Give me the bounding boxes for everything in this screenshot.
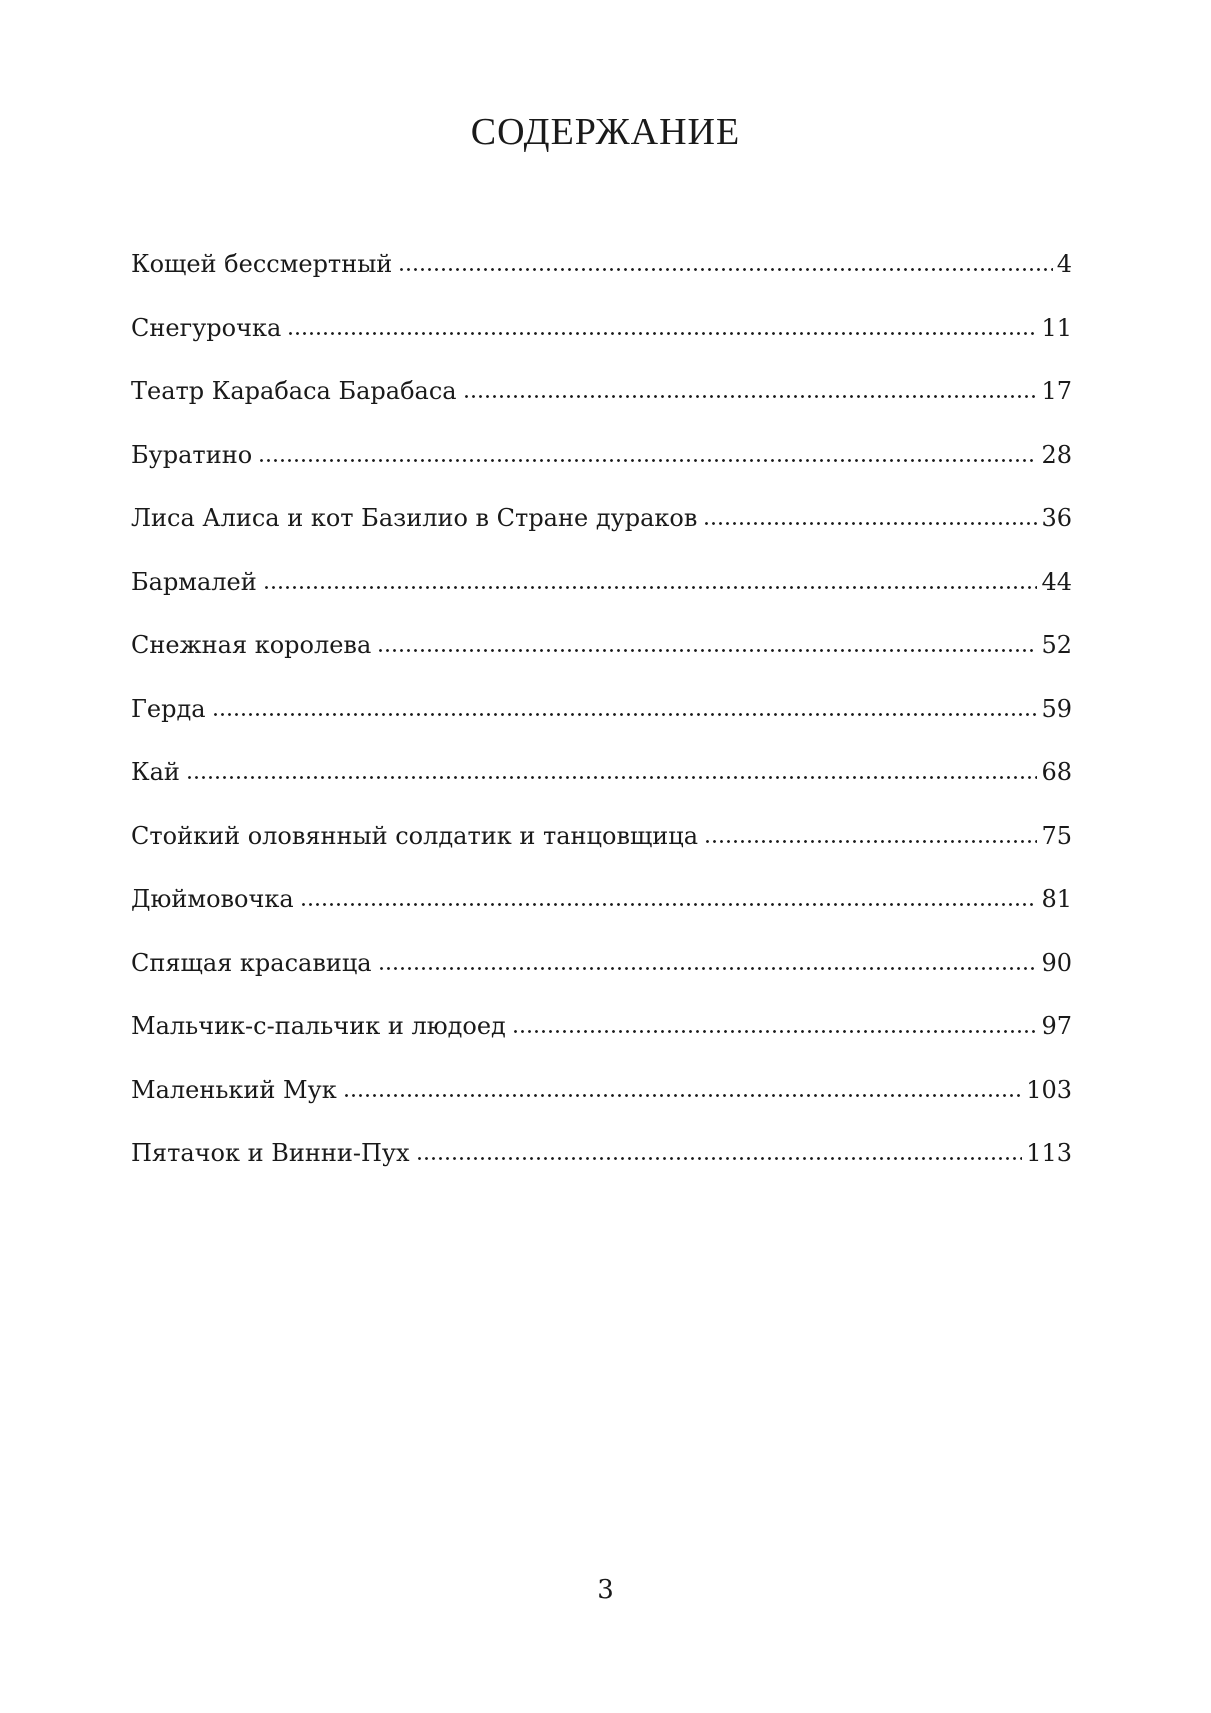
toc-entry	[131, 629, 1072, 693]
toc-entry-page: 103	[1026, 1075, 1072, 1104]
toc-entry-title: Мальчик-с-пальчик и людоед	[131, 1012, 506, 1040]
toc-entry-page: 75	[1041, 821, 1072, 850]
toc-entry	[131, 756, 1072, 820]
toc-entry-title: Дюймовочка	[131, 885, 294, 913]
toc-entry-page: 97	[1041, 1012, 1072, 1040]
toc-entry-page: 68	[1041, 758, 1072, 786]
toc-entry-title: Герда	[131, 694, 206, 723]
toc-entry-title: Кощей бессмертный	[131, 250, 393, 278]
toc-leader-dots	[378, 967, 1038, 970]
toc-entry	[131, 1137, 1072, 1201]
toc-entry	[131, 883, 1072, 947]
toc-entry	[131, 693, 1072, 757]
toc-entry-page: 52	[1041, 631, 1072, 659]
toc-entry	[131, 502, 1072, 566]
toc-entry-title: Кай	[131, 758, 180, 786]
toc-entry-title: Снежная королева	[131, 631, 372, 659]
toc-entry-title: Бармалей	[131, 567, 257, 596]
toc-entry-page: 81	[1041, 885, 1072, 913]
toc-entry-page: 44	[1041, 567, 1072, 596]
toc-entry	[131, 566, 1072, 630]
toc-leader-dots	[300, 903, 1038, 906]
toc-entry-page: 28	[1041, 440, 1072, 469]
toc-entry-title: Снегурочка	[131, 313, 282, 342]
toc-entry	[131, 375, 1072, 439]
toc-leader-dots	[263, 586, 1038, 589]
toc-leader-dots	[416, 1157, 1023, 1160]
toc-entry	[131, 439, 1072, 503]
toc-entry-title: Буратино	[131, 440, 253, 469]
toc-entry-title: Театр Карабаса Барабаса	[131, 377, 457, 405]
toc-leader-dots	[258, 459, 1037, 462]
toc-leader-dots	[377, 649, 1037, 652]
toc-entry	[131, 820, 1072, 884]
toc-leader-dots	[463, 395, 1038, 398]
toc-entry-page: 113	[1026, 1139, 1072, 1167]
toc-entry-title: Стойкий оловянный солдатик и танцовщица	[131, 821, 698, 850]
toc-entry-page: 11	[1041, 313, 1072, 342]
toc-entry	[131, 947, 1072, 1011]
page-title: СОДЕРЖАНИЕ	[470, 111, 741, 153]
toc-leader-dots	[398, 268, 1052, 271]
toc-entry-title: Пятачок и Винни-Пух	[131, 1139, 410, 1167]
table-of-contents	[131, 248, 1072, 1201]
toc-leader-dots	[212, 713, 1038, 716]
toc-entry-page: 4	[1056, 250, 1072, 278]
toc-entry	[131, 1074, 1072, 1138]
toc-leader-dots	[704, 840, 1037, 843]
toc-leader-dots	[512, 1030, 1038, 1033]
toc-entry-title: Маленький Мук	[131, 1075, 337, 1104]
toc-entry-page: 90	[1041, 948, 1072, 977]
toc-entry-page: 36	[1041, 504, 1072, 532]
toc-leader-dots	[703, 522, 1037, 525]
toc-entry	[131, 1010, 1072, 1074]
toc-entry-page: 17	[1041, 377, 1072, 405]
toc-entry-title: Лиса Алиса и кот Базилио в Стране дураков	[131, 504, 698, 532]
toc-leader-dots	[287, 332, 1037, 335]
toc-leader-dots	[343, 1094, 1022, 1097]
toc-entry	[131, 312, 1072, 376]
toc-entry-title: Спящая красавица	[131, 948, 372, 977]
page-number: 3	[597, 1575, 614, 1605]
toc-leader-dots	[186, 776, 1038, 779]
toc-entry-page: 59	[1041, 694, 1072, 723]
toc-entry	[131, 248, 1072, 312]
